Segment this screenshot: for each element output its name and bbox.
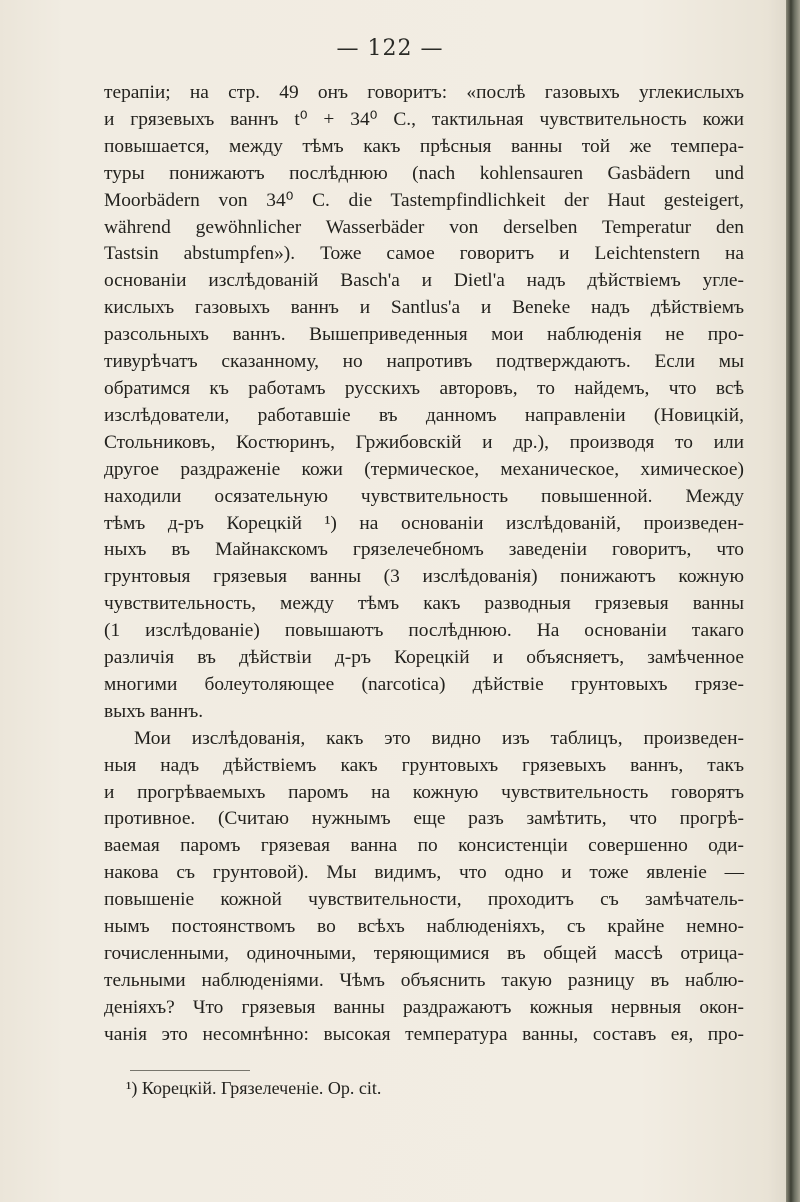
text-line: терапіи; на стр. 49 онъ говоритъ: «послѣ газовыхъ углекислыхъ xyxy=(104,82,744,103)
text-line: деніяхъ? Что грязевыя ванны раздражаютъ кожныя нервныя окон- xyxy=(104,996,744,1018)
text-line: тѣмъ д-ръ Корецкій ¹) на основаніи изслѣдованій, произведен- xyxy=(104,512,744,534)
page-number: — 122 — xyxy=(336,36,444,61)
text-line: обратимся къ работамъ русскихъ авторовъ, то найдемъ, что всѣ xyxy=(104,377,744,399)
book-spine-edge xyxy=(786,0,800,1202)
text-line: грунтовыя грязевыя ванны (3 изслѣдованія) понижаютъ кожную xyxy=(104,566,744,588)
text-line: тивурѣчатъ сказанному, но напротивъ подтверждаютъ. Если мы xyxy=(104,351,744,373)
text-line: гочисленными, одиночными, теряющимися въ общей массѣ отрица- xyxy=(104,943,744,964)
text-line: туры понижаютъ послѣднюю (nach kohlensauren Gasbädern und xyxy=(104,162,744,184)
text-line: повышеніе кожной чувствительности, проходитъ съ замѣчатель- xyxy=(104,889,744,911)
text-line: Стольниковъ, Костюринъ, Гржибовскій и др.), производя то или xyxy=(104,431,744,453)
body-text xyxy=(104,80,744,1049)
text-line: ныхъ въ Майнакскомъ грязелечебномъ заведеніи говоритъ, что xyxy=(104,539,744,561)
text-line: (1 изслѣдованіе) повышаютъ послѣднюю. На основаніи такаго xyxy=(104,620,744,642)
text-line: ныя надъ дѣйствіемъ какъ грунтовыхъ грязевыхъ ваннъ, такъ xyxy=(104,754,744,776)
text-line: выхъ ваннъ. xyxy=(104,700,204,722)
text-line: чувствительность, между тѣмъ какъ разводныя грязевыя ванны xyxy=(104,593,744,615)
text-line: ваемая паромъ грязевая ванна по консистенціи совершенно оди- xyxy=(104,835,744,857)
text-line: многими болеутоляющее (narcotica) дѣйствіе грунтовыхъ грязе- xyxy=(104,673,744,695)
text-line: Tastsin abstumpfen»). Тоже самое говоритъ и Leichtenstern на xyxy=(104,243,744,265)
text-line: нымъ постоянствомъ во всѣхъ наблюденіяхъ, съ крайне немно- xyxy=(104,916,744,938)
text-line: разсольныхъ ваннъ. Вышеприведенныя мои наблюденія не про- xyxy=(104,324,744,346)
text-line: другое раздраженіе кожи (термическое, механическое, химическое) xyxy=(104,458,744,480)
text-line: чанія это несомнѣнно: высокая температура ванны, составъ ея, про- xyxy=(104,1023,744,1045)
footnote: ¹) Корецкій. Грязелеченіе. Ор. cit. xyxy=(126,1078,382,1098)
text-line: и прогрѣваемыхъ паромъ на кожную чувствительность говорятъ xyxy=(104,781,744,803)
text-line: противное. (Считаю нужнымъ еще разъ замѣтить, что прогрѣ- xyxy=(104,808,744,830)
paragraph-2 xyxy=(104,726,744,1049)
text-line: находили осязательную чувствительность повышенной. Между xyxy=(104,485,744,507)
text-line: тельными наблюденіями. Чѣмъ объяснить такую разницу въ наблю- xyxy=(104,969,744,991)
text-line: Moorbädern von 34⁰ С. die Tastempfindlichkeit der Haut gesteigert, xyxy=(104,189,744,211)
text-line: накова съ грунтовой). Мы видимъ, что одно и тоже явленіе — xyxy=(104,862,744,884)
text-line: изслѣдователи, работавшіе въ данномъ направленіи (Новицкій, xyxy=(104,404,744,426)
text-line: повышается, между тѣмъ какъ прѣсныя ванны той же темпера- xyxy=(104,135,744,157)
text-line: и грязевыхъ ваннъ t⁰ + 34⁰ С., тактильная чувствительность кожи xyxy=(104,108,744,130)
text-line: основаніи изслѣдованій Basch'а и Dietl'а надъ дѣйствіемъ угле- xyxy=(104,270,744,292)
footnote-divider xyxy=(130,1070,250,1071)
text-line: während gewöhnlicher Wasserbäder von derselben Temperatur den xyxy=(104,216,744,238)
text-line: Мои изслѣдованія, какъ это видно изъ таблицъ, произведен- xyxy=(134,727,744,749)
text-line: кислыхъ газовыхъ ваннъ и Santlus'а и Beneke надъ дѣйствіемъ xyxy=(104,297,744,319)
text-line: различія въ дѣйствіи д-ръ Корецкій и объясняетъ, замѣченное xyxy=(104,647,744,669)
paragraph-1 xyxy=(104,80,744,726)
